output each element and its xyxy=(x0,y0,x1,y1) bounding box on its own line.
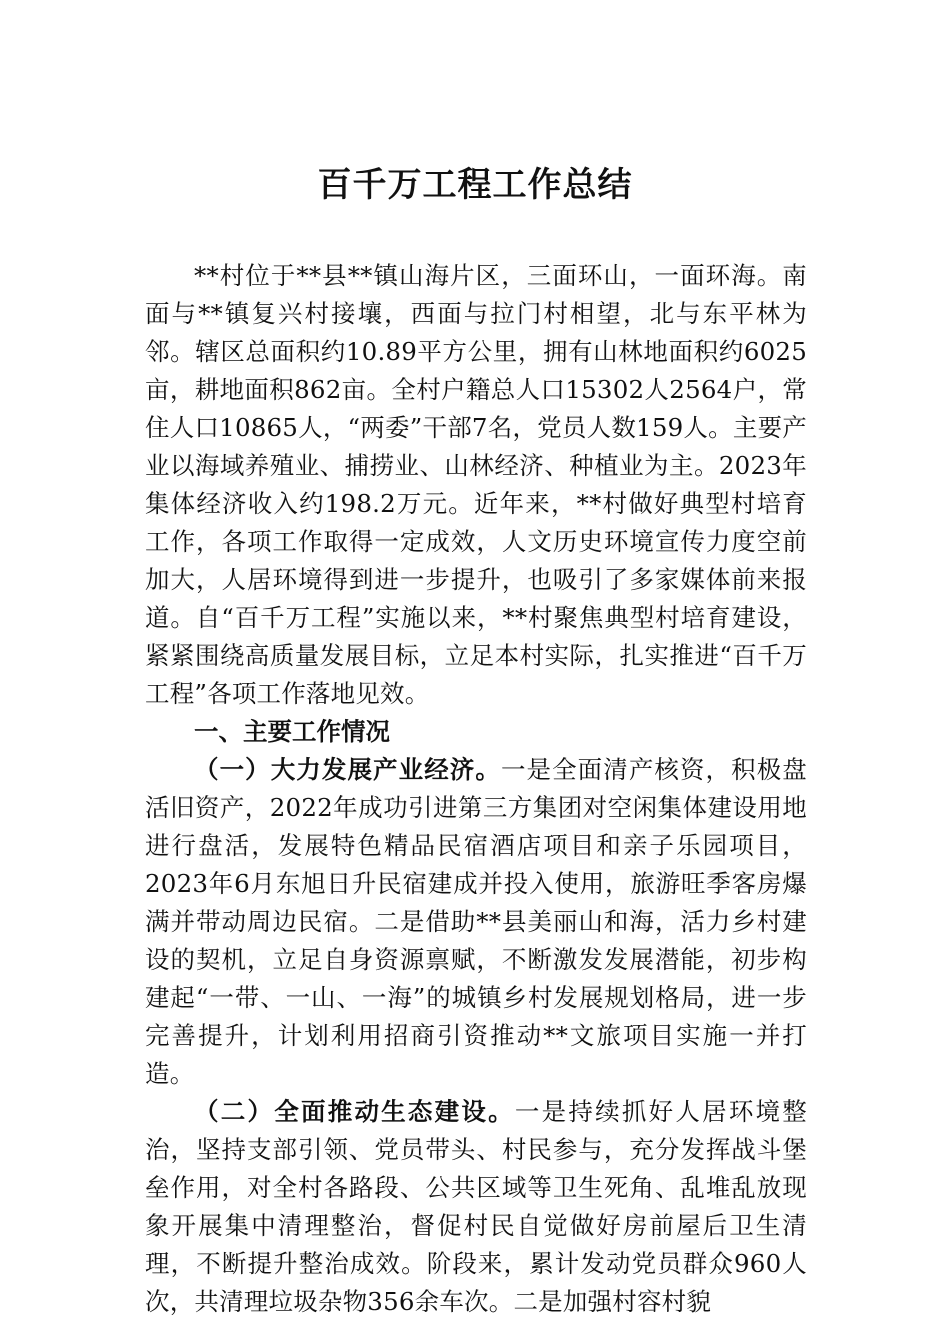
paragraph-industry-economy xyxy=(145,751,807,1093)
section-heading-main-work: 一、主要工作情况 xyxy=(194,717,390,746)
paragraph-ecology xyxy=(145,1093,807,1321)
paragraph-text-industry: 一是全面清产核资，积极盘活旧资产，2022年成功引进第三方集团对空闲集体建设用地进行盘活，发展特色精品民宿酒店项目和亲子乐园项目，2023年6月东旭日升民宿建成并投入使用，旅游旺季客房爆满并带动周边民宿。二是借助**县美丽山和海，活力乡村建设的契机，立足自身资源禀赋，不断激发发展潜能，初步构建起“一带、一山、一海”的城镇乡村发展规划格局，进一步完善提升，计划利用招商引资推动**文旅项目实施一并打造。 xyxy=(145,755,807,1088)
paragraph-lead-industry: （一）大力发展产业经济。 xyxy=(194,755,501,784)
paragraph-lead-ecology: （二）全面推动生态建设。 xyxy=(194,1097,515,1126)
intro-paragraph: **村位于**县**镇山海片区，三面环山，一面环海。南面与**镇复兴村接壤，西面与拉门村相望，北与东平林为邻。辖区总面积约10.89平方公里，拥有山林地面积约6025亩，耕地面积862亩。全村户籍总人口15302人2564户，常住人口10865人，“两委”干部7名，党员人数159人。主要产业以海域养殖业、捕捞业、山林经济、种植业为主。2023年集体经济收入约198.2万元。近年来，**村做好典型村培育工作，各项工作取得一定成效，人文历史环境宣传力度空前加大，人居环境得到进一步提升，也吸引了多家媒体前来报道。自“百千万工程”实施以来，**村聚焦典型村培育建设，紧紧围绕高质量发展目标，立足本村实际，扎实推进“百千万工程”各项工作落地见效。 xyxy=(145,261,807,708)
paragraph-text-ecology: 一是持续抓好人居环境整治，坚持支部引领、党员带头、村民参与，充分发挥战斗堡垒作用，对全村各路段、公共区域等卫生死角、乱堆乱放现象开展集中清理整治，督促村民自觉做好房前屋后卫生清理，不断提升整治成效。阶段来，累计发动党员群众960人次，共清理垃圾杂物356余车次。二是加强村容村貌 xyxy=(145,1097,807,1316)
document-body xyxy=(145,257,807,1321)
document-title: 百千万工程工作总结 xyxy=(317,165,633,205)
